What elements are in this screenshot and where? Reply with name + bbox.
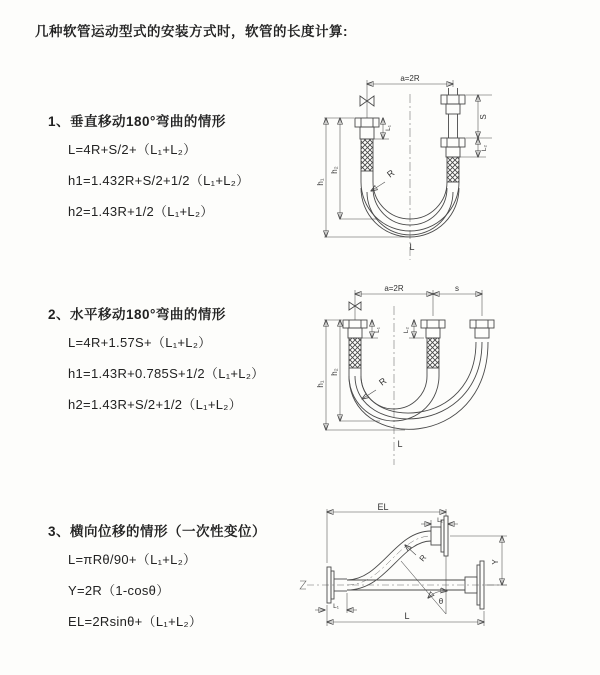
radius-label: R <box>417 553 429 564</box>
page-title: 几种软管运动型式的安装方式时，软管的长度计算: <box>35 24 348 39</box>
formula-L-1: L=4R+S/2+（L₁+L₂） <box>68 142 197 157</box>
dim-label-el: EL <box>377 502 389 512</box>
dimension-h1-h2 <box>316 118 408 237</box>
dim-label-h1: h₁ <box>316 178 325 186</box>
dimension-h1-h2 <box>316 320 405 430</box>
radius-callout <box>362 375 389 399</box>
formula-EL-3: EL=2Rsinθ+（L₁+L₂） <box>68 614 203 629</box>
dim-label-a2r: a=2R <box>384 284 404 293</box>
formula-L-3: L=πRθ/90+（L₁+L₂） <box>68 552 197 567</box>
section-2-heading: 2、水平移动180°弯曲的情形 <box>48 307 226 322</box>
dim-label-l2: L₂ <box>481 144 488 152</box>
dim-label-a2r: a=2R <box>400 74 420 83</box>
centerline-break-mark <box>300 581 306 589</box>
hose-u-bend <box>349 342 488 429</box>
section-1-heading: 1、垂直移动180°弯曲的情形 <box>48 114 226 129</box>
radius-label: R <box>385 167 397 180</box>
dim-label-l: L <box>404 611 410 621</box>
middle-pipe-fitting <box>421 320 445 368</box>
dim-label-l1: L₁ <box>385 125 392 131</box>
dim-label-l2: L₂ <box>403 326 410 334</box>
section-horizontal-movement <box>48 303 318 425</box>
length-label: L <box>397 439 403 449</box>
dim-label-h2: h₂ <box>330 368 339 376</box>
dimension-el <box>327 502 446 563</box>
length-label: L <box>409 242 415 252</box>
dim-label-h2: h₂ <box>330 166 339 174</box>
radius-callout <box>371 167 397 191</box>
displaced-hose-curve <box>347 516 448 590</box>
formula-h1-1: h1=1.432R+S/2+1/2（L₁+L₂） <box>68 173 250 188</box>
right-pipe-fitting <box>470 320 494 338</box>
dim-label-h1: h₁ <box>316 380 325 388</box>
diagram-horizontal-180-bend <box>310 280 600 475</box>
dimension-l1-bottom <box>315 593 357 613</box>
diagram-lateral-displacement <box>295 500 600 640</box>
dimension-l1-top <box>421 516 458 527</box>
section-vertical-movement <box>48 110 318 232</box>
right-pipe-fitting <box>441 88 465 182</box>
dimension-l1-l2 <box>362 320 424 338</box>
dimension-l1 <box>374 118 392 139</box>
dim-label-s: S <box>479 114 488 120</box>
formula-h2-1: h2=1.43R+1/2（L₁+L₂） <box>68 204 214 219</box>
formula-Y-3: Y=2R（1-cosθ） <box>68 583 170 598</box>
radius-callout <box>405 545 428 563</box>
dimension-y <box>450 536 507 585</box>
formula-h1-2: h1=1.43R+0.785S+1/2（L₁+L₂） <box>68 366 265 381</box>
dim-label-l1-bottom: L₁ <box>333 603 339 610</box>
dimension-l <box>327 605 484 626</box>
dimension-a2r-s <box>355 284 482 316</box>
left-pipe-fitting <box>355 118 379 171</box>
radius-label: R <box>377 375 389 388</box>
left-pipe-fitting <box>343 320 367 368</box>
dim-label-l1-top: L₁ <box>437 517 443 524</box>
section-3-heading: 3、横向位移的情形（一次性变位） <box>48 524 267 539</box>
angle-label-theta: θ <box>438 597 444 606</box>
section-lateral-displacement <box>48 520 318 642</box>
formula-h2-2: h2=1.43R+S/2+1/2（L₁+L₂） <box>68 397 242 412</box>
diagram-vertical-180-bend <box>310 70 600 270</box>
dim-label-s: s <box>455 284 459 293</box>
dim-label-y: Y <box>491 559 500 565</box>
formula-L-2: L=4R+1.57S+（L₁+L₂） <box>68 335 212 350</box>
dim-label-l1: L₁ <box>374 327 381 333</box>
